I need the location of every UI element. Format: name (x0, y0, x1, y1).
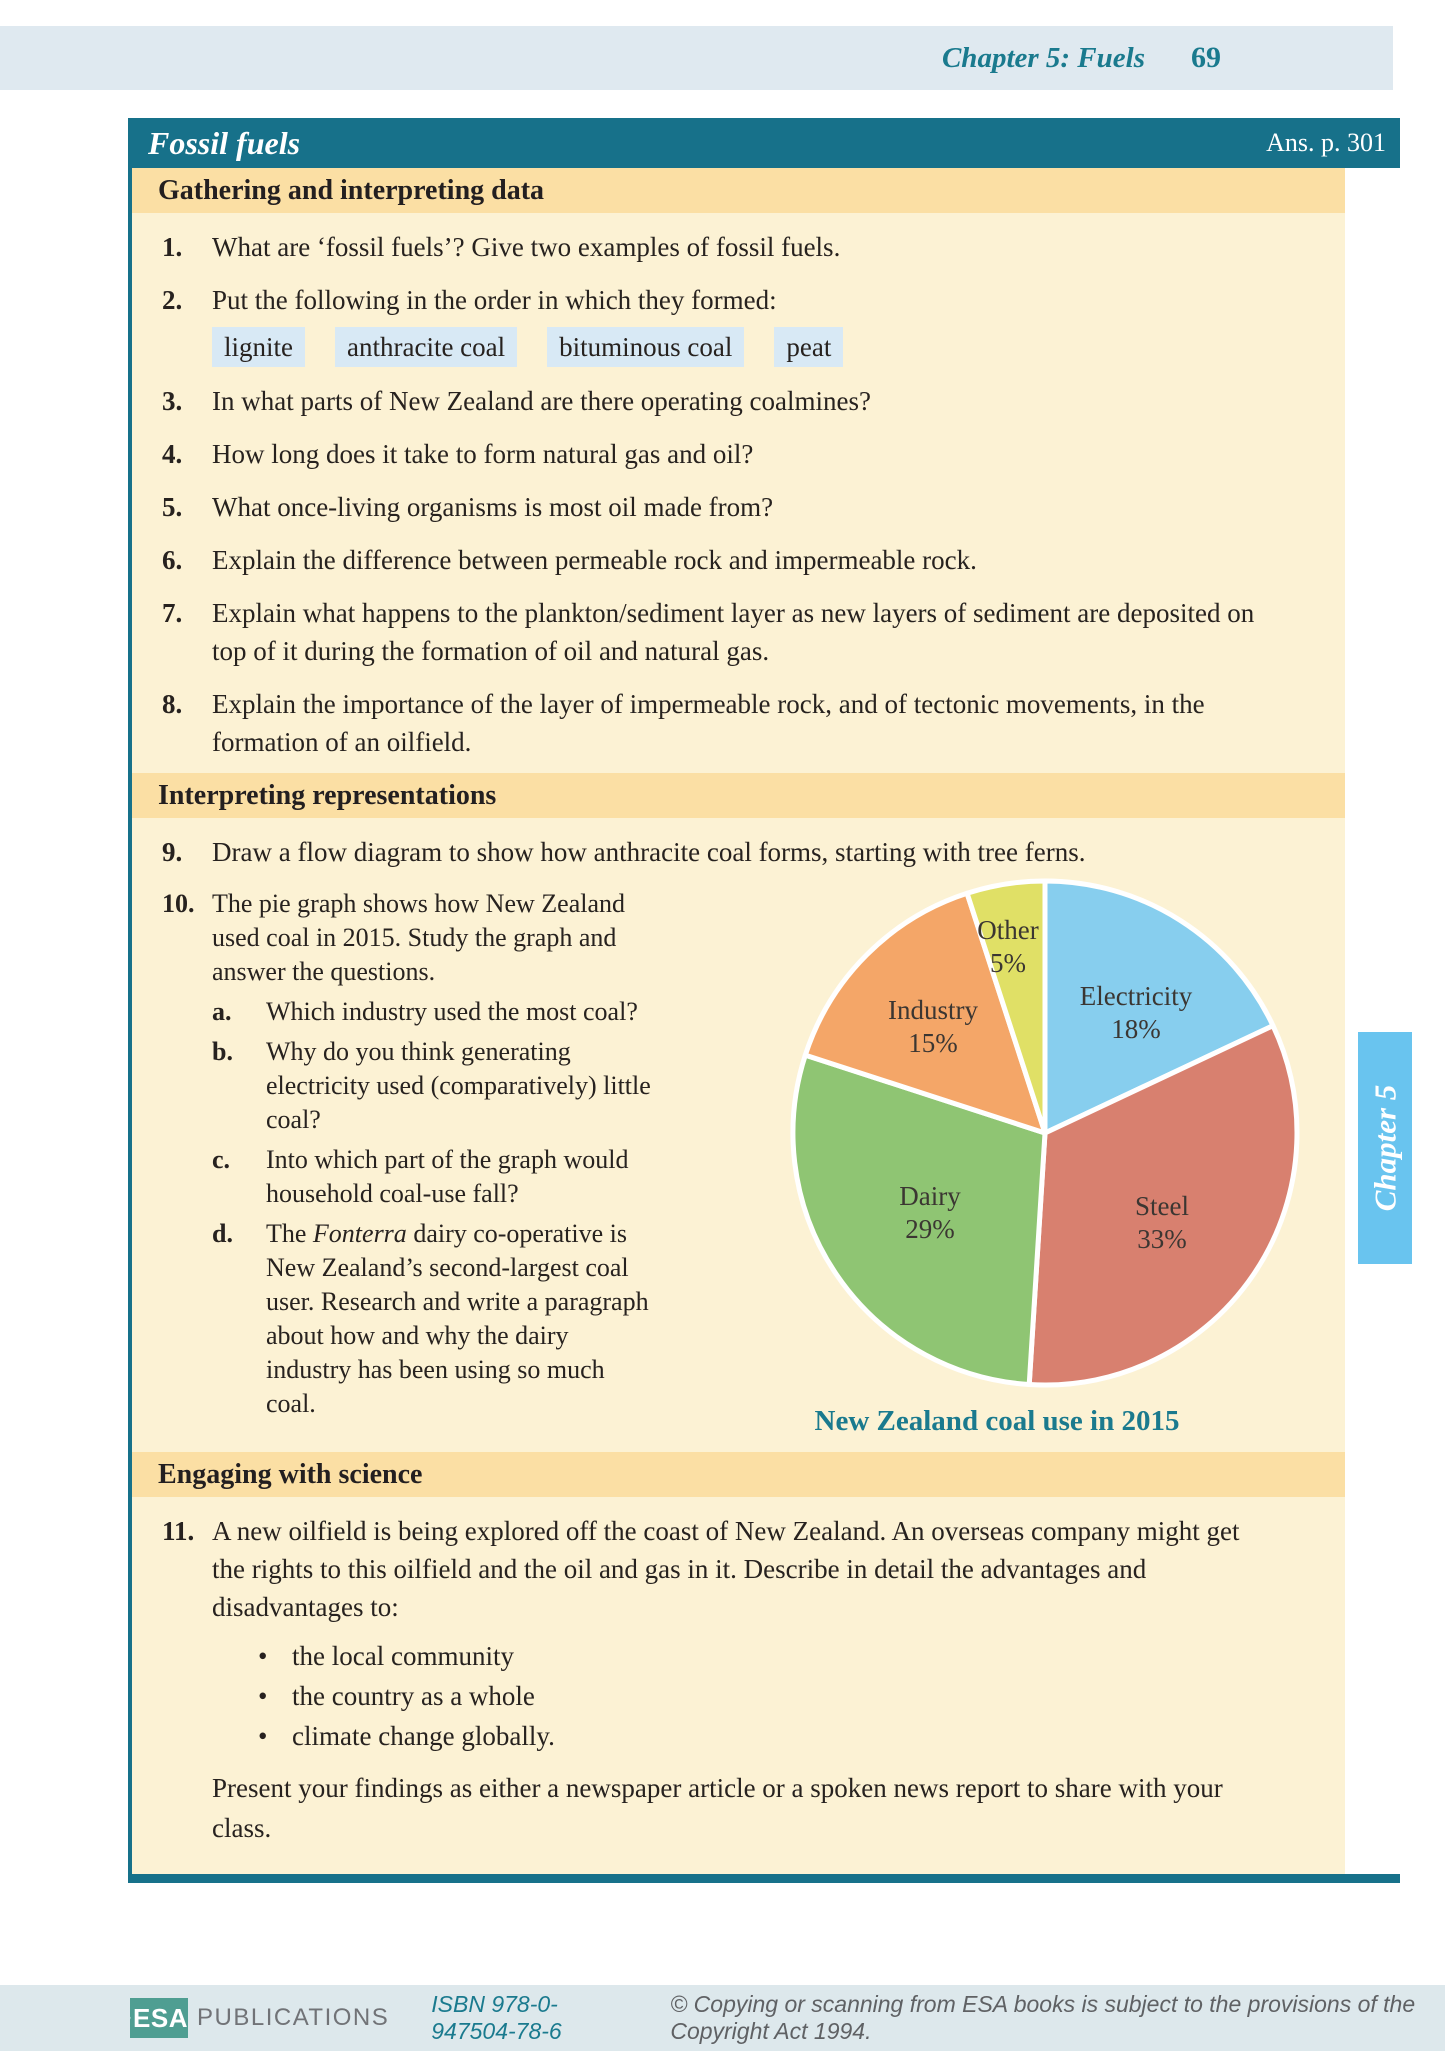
question-4 (162, 435, 1325, 473)
pie-label-steel (1135, 1190, 1189, 1256)
question-10-column (162, 887, 654, 1421)
page-number: 69 (1191, 41, 1221, 74)
text-run: dairy co-operative is New Zealand’s second-largest coal user. Research and write a paragraph about how and why the dairy industry has been using so much coal. (266, 1219, 649, 1418)
topic-title: Fossil fuels (148, 124, 301, 161)
question-list-3 (132, 1512, 1345, 1848)
section-heading-engaging: Engaging with science (132, 1452, 1345, 1497)
question-5 (162, 488, 1325, 526)
slice-name: Steel (1135, 1191, 1189, 1221)
sub-question-text: Which industry used the most coal? (266, 997, 638, 1026)
sub-question-letter: c. (212, 1145, 231, 1174)
question-text: How long does it take to form natural gas and oil? (212, 439, 754, 469)
question-text: The pie graph shows how New Zealand used coal in 2015. Study the graph and answer the questions. (212, 889, 625, 986)
question-10a (212, 995, 654, 1029)
sub-question-letter: b. (212, 1037, 233, 1066)
closing-instruction: Present your findings as either a newspaper article or a spoken news report to share with your class. (212, 1773, 1223, 1843)
pie-label-other (977, 914, 1038, 980)
bullet-list (258, 1636, 1325, 1756)
sub-question-text: Into which part of the graph would household coal-use fall? (266, 1145, 629, 1208)
sub-question-text (266, 1217, 654, 1421)
question-text: In what parts of New Zealand are there operating coalmines? (212, 386, 871, 416)
question-text: Draw a flow diagram to show how anthracite coal forms, starting with tree ferns. (212, 837, 1086, 867)
slice-percent: 5% (989, 948, 1026, 978)
question-10d (212, 1217, 654, 1421)
term-chip-lignite: lignite (212, 327, 305, 367)
question-text: Explain the importance of the layer of impermeable rock, and of tectonic movements, in the formation of an oilfield. (212, 689, 1205, 757)
ordering-term-chips (212, 327, 1325, 367)
question-11 (162, 1512, 1325, 1626)
question-number: 3. (162, 386, 183, 416)
chart-title: New Zealand coal use in 2015 (814, 1405, 1180, 1437)
bullet-item: • the local community (258, 1636, 1325, 1676)
question-8 (162, 685, 1325, 761)
coal-use-pie-chart (765, 853, 1325, 1473)
question-text: Explain the difference between permeable rock and impermeable rock. (212, 545, 977, 575)
slice-name: Electricity (1079, 981, 1193, 1011)
slice-percent: 18% (1111, 1014, 1161, 1044)
slice-name: Industry (888, 995, 978, 1025)
slice-percent: 29% (905, 1214, 955, 1244)
text-run: The (266, 1219, 313, 1248)
question-text: A new oilfield is being explored off the coast of New Zealand. An overseas company might get the rights to this oilfield and the oil and gas in it. Describe in detail the advantages and disadvantages to: (212, 1516, 1240, 1622)
question-number: 1. (162, 232, 183, 262)
question-10 (162, 887, 654, 989)
chapter-heading: Chapter 5: Fuels (941, 41, 1145, 74)
question-3 (162, 382, 1325, 420)
question-text: Explain what happens to the plankton/sediment layer as new layers of sediment are deposited on top of it during the formation of oil and natural gas. (212, 598, 1255, 666)
leaf-icon (130, 2003, 131, 2033)
sub-question-text: Why do you think generating electricity used (comparatively) little coal? (266, 1037, 651, 1134)
bottom-rule (132, 1874, 1400, 1883)
answers-page-ref: Ans. p. 301 (1266, 128, 1386, 157)
question-number: 11. (162, 1516, 195, 1546)
slice-percent: 15% (908, 1028, 958, 1058)
question-6 (162, 541, 1325, 579)
question-number: 5. (162, 492, 183, 522)
question-number: 9. (162, 837, 183, 867)
sub-question-letter: d. (212, 1219, 233, 1248)
chapter-side-tab-label: Chapter 5 (1367, 1084, 1403, 1212)
slice-name: Other (977, 915, 1039, 945)
term-chip-anthracite-coal: anthracite coal (335, 327, 517, 367)
question-2 (162, 281, 1325, 319)
pie-label-electricity (1080, 980, 1192, 1046)
question-number: 7. (162, 598, 183, 628)
section-heading-gathering: Gathering and interpreting data (132, 168, 1345, 213)
publications-label: PUBLICATIONS (197, 2004, 390, 2031)
question-number: 8. (162, 689, 183, 719)
footer-band (0, 1985, 1445, 2051)
sub-question-letter: a. (212, 997, 232, 1026)
bullet-item: • the country as a whole (258, 1676, 1325, 1716)
isbn-text: ISBN 978-0-947504-78-6 (431, 1991, 562, 2044)
slice-name: Dairy (899, 1181, 961, 1211)
question-text: What once-living organisms is most oil made from? (212, 492, 774, 522)
question-10c (212, 1143, 654, 1211)
esa-logo-text: ESA (133, 2002, 188, 2033)
term-chip-bituminous-coal: bituminous coal (547, 327, 744, 367)
question-number: 6. (162, 545, 183, 575)
question-text: Put the following in the order in which they formed: (212, 285, 777, 315)
question-10b (212, 1035, 654, 1137)
question-number: 4. (162, 439, 183, 469)
question-text: What are ‘fossil fuels’? Give two examples of fossil fuels. (212, 232, 841, 262)
pie-label-dairy (899, 1180, 960, 1246)
section-heading-interpreting: Interpreting representations (132, 773, 1345, 818)
page-header-band (0, 26, 1393, 90)
term-chip-peat: peat (774, 327, 843, 367)
bullet-item: • climate change globally. (258, 1716, 1325, 1756)
question-1 (162, 228, 1325, 266)
pie-svg (765, 853, 1325, 1413)
question-7 (162, 594, 1325, 670)
question-number: 2. (162, 285, 183, 315)
copyright-text: © Copying or scanning from ESA books is subject to the provisions of the Copyright Act 1994. (670, 1991, 1416, 2044)
question-number: 10. (162, 889, 195, 918)
chapter-side-tab (1358, 1032, 1412, 1264)
esa-logo (130, 1998, 188, 2038)
topic-title-bar (132, 118, 1400, 168)
question-list (132, 228, 1345, 761)
slice-percent: 33% (1137, 1224, 1187, 1254)
fonterra-italic: Fonterra (312, 1219, 407, 1248)
pie-label-industry (888, 994, 978, 1060)
